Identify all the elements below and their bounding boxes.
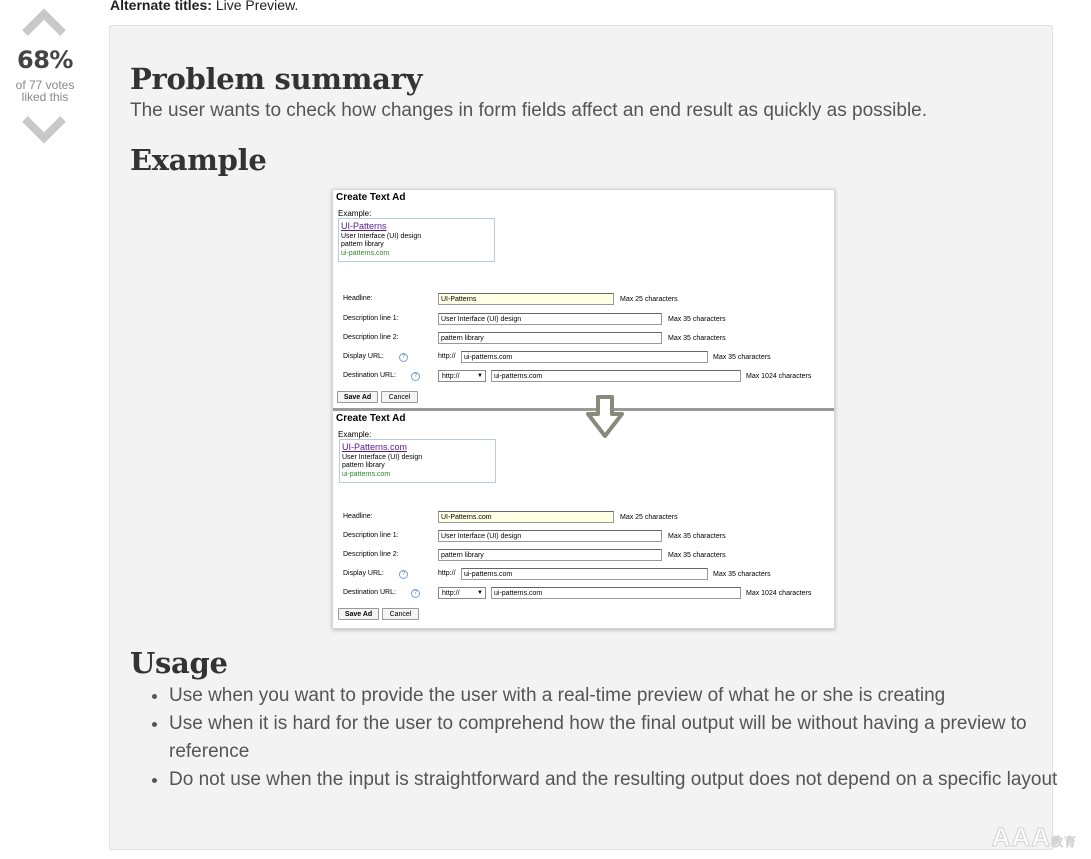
protocol-select[interactable] (438, 587, 486, 599)
desc2-input[interactable]: pattern library (438, 549, 662, 561)
list-item: • Do not use when the input is straightforward and the resulting output does not depend on a specific layout (169, 766, 1061, 794)
headline-label: Headline: (343, 295, 373, 302)
ad-preview-headline: UI-Patterns.com (342, 442, 408, 452)
panel-title: Create Text Ad (336, 192, 406, 203)
desc1-max: Max 35 characters (668, 316, 726, 323)
chevron-down-icon: ▼ (477, 373, 483, 379)
list-item: • Use when it is hard for the user to comprehend how the final output will be without having a preview to reference (169, 710, 1061, 766)
dest-url-row (333, 370, 834, 386)
desc1-label: Description line 1: (343, 532, 399, 539)
watermark-logo (992, 822, 1077, 853)
problem-summary-text: The user wants to check how changes in form fields affect an end result as quickly as possible. (130, 100, 928, 121)
save-ad-button[interactable]: Save Ad (338, 608, 379, 620)
display-url-row (333, 351, 834, 367)
desc1-input[interactable]: User Interface (UI) design (438, 313, 662, 325)
headline-row (333, 511, 834, 527)
cancel-button[interactable]: Cancel (382, 608, 419, 620)
protocol-select-value: http:// (442, 373, 460, 380)
dest-url-input[interactable]: ui-patterns.com (491, 370, 741, 382)
vote-liked-line: liked this (21, 90, 69, 104)
headline-input[interactable]: UI-Patterns.com (438, 511, 614, 523)
example-heading: Example (130, 143, 267, 177)
cancel-button[interactable]: Cancel (381, 391, 418, 403)
help-icon[interactable]: ? (399, 570, 408, 579)
arrow-down-icon (583, 394, 627, 440)
display-url-row (333, 568, 834, 584)
alternate-titles-value: Live Preview. (215, 0, 299, 13)
headline-label: Headline: (343, 513, 373, 520)
vote-percentage: 68% (17, 46, 73, 74)
downvote-icon[interactable] (22, 114, 66, 144)
protocol-select[interactable] (438, 370, 486, 382)
help-icon[interactable]: ? (399, 353, 408, 362)
desc1-row (333, 313, 834, 329)
headline-input[interactable]: UI-Patterns (438, 293, 614, 305)
desc1-max: Max 35 characters (668, 533, 726, 540)
dest-url-input[interactable]: ui-patterns.com (491, 587, 741, 599)
desc1-label: Description line 1: (343, 315, 399, 322)
display-url-prefix: http:// (438, 353, 456, 360)
ad-preview-headline: UI-Patterns (341, 221, 387, 231)
headline-max: Max 25 characters (620, 296, 678, 303)
example-panel-after (333, 411, 834, 629)
problem-summary-heading: Problem summary (130, 62, 423, 96)
panel-title: Create Text Ad (336, 413, 406, 424)
example-image (332, 189, 835, 629)
usage-heading: Usage (130, 646, 228, 680)
desc1-input[interactable]: User Interface (UI) design (438, 530, 662, 542)
watermark-text: AAA (991, 822, 1051, 852)
upvote-icon[interactable] (22, 8, 66, 36)
panel-example-label: Example: (338, 209, 372, 218)
desc1-row (333, 530, 834, 546)
save-ad-button[interactable]: Save Ad (337, 391, 378, 403)
ad-preview-line1: User Interface (UI) design (341, 233, 422, 240)
chevron-down-icon: ▼ (477, 590, 483, 596)
panel-example-label: Example: (338, 430, 372, 439)
display-url-prefix: http:// (438, 570, 456, 577)
ad-preview-url: ui-patterns.com (341, 250, 390, 257)
display-url-input[interactable]: ui-patterns.com (461, 351, 708, 363)
display-url-label: Display URL: (343, 570, 384, 577)
help-icon[interactable]: ? (411, 372, 420, 381)
ad-preview (338, 218, 495, 262)
dest-url-max: Max 1024 characters (746, 590, 812, 597)
display-url-input[interactable]: ui-patterns.com (461, 568, 708, 580)
desc2-row (333, 549, 834, 565)
desc2-label: Description line 2: (343, 551, 399, 558)
desc2-input[interactable]: pattern library (438, 332, 662, 344)
ad-preview-line2: pattern library (342, 462, 385, 469)
dest-url-max: Max 1024 characters (746, 373, 812, 380)
list-item: • Use when you want to provide the user with a real-time preview of what he or she is creating (169, 682, 1061, 710)
desc2-label: Description line 2: (343, 334, 399, 341)
watermark-sub: 教育 (1050, 835, 1077, 849)
headline-max: Max 25 characters (620, 514, 678, 521)
alternate-titles-label: Alternate titles: (110, 0, 212, 13)
headline-row (333, 293, 834, 309)
ad-preview-url: ui-patterns.com (342, 471, 391, 478)
dest-url-label: Destination URL: (343, 372, 396, 379)
dest-url-row (333, 587, 834, 603)
vote-count (0, 79, 90, 103)
desc2-max: Max 35 characters (668, 335, 726, 342)
ad-preview (339, 439, 496, 483)
alternate-titles (110, 0, 298, 13)
vote-count-line: of 77 votes (15, 78, 75, 92)
dest-url-label: Destination URL: (343, 589, 396, 596)
desc2-max: Max 35 characters (668, 552, 726, 559)
help-icon[interactable]: ? (411, 589, 420, 598)
example-panel-before (333, 190, 834, 408)
usage-list (149, 682, 1061, 794)
ad-preview-line2: pattern library (341, 241, 384, 248)
display-url-max: Max 35 characters (713, 354, 771, 361)
display-url-max: Max 35 characters (713, 571, 771, 578)
display-url-label: Display URL: (343, 353, 384, 360)
desc2-row (333, 332, 834, 348)
ad-preview-line1: User Interface (UI) design (342, 454, 423, 461)
protocol-select-value: http:// (442, 590, 460, 597)
